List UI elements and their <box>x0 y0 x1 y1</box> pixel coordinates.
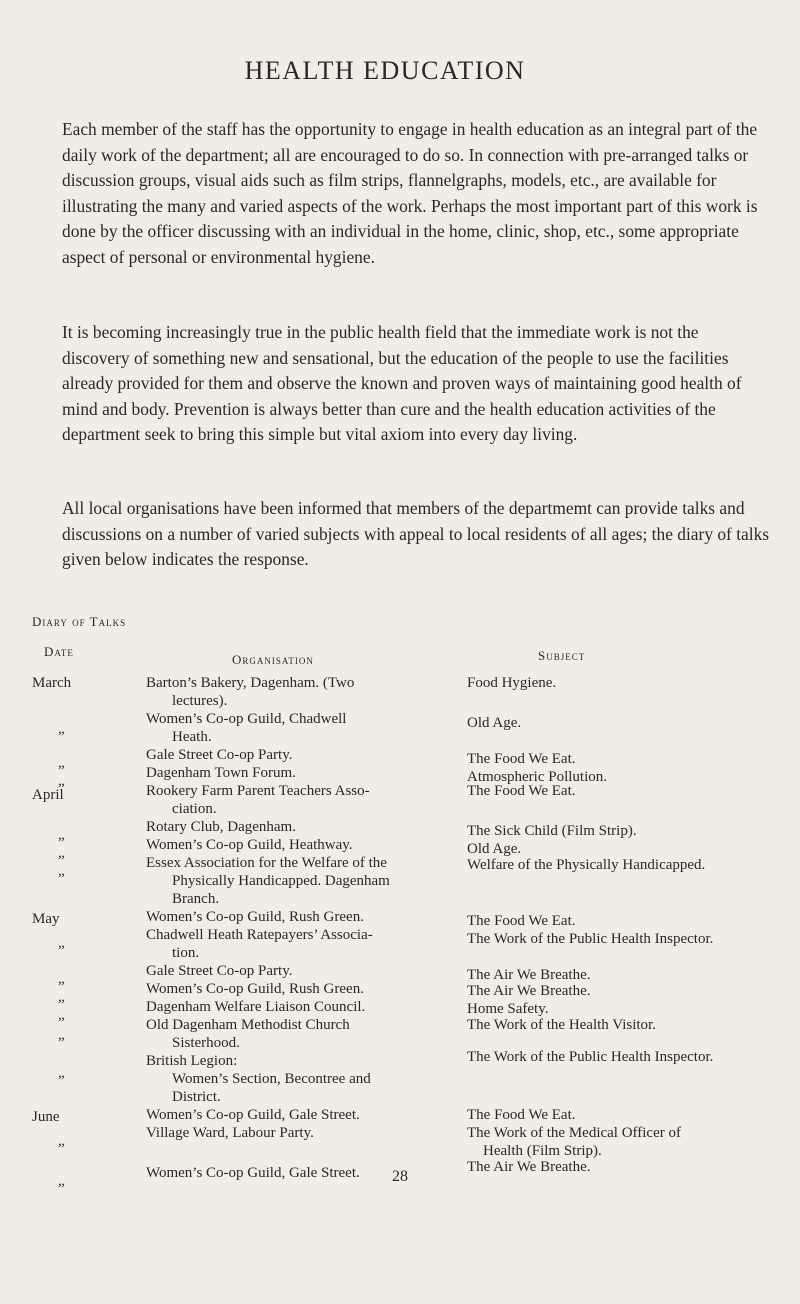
column-header-date: Date <box>44 644 74 659</box>
diary-date: April <box>32 787 64 803</box>
diary-organisation: Essex Association for the Welfare of the Physically Handicapped. Dagenham Branch. <box>146 855 390 907</box>
diary-organisation: Gale Street Co-op Party. <box>146 963 293 979</box>
column-header-subject: Subject <box>538 648 586 663</box>
diary-date: „ <box>58 989 65 1005</box>
diary-organisation: Women’s Co-op Guild, Chadwell Heath. <box>146 711 347 745</box>
diary-subject: The Air We Breathe. <box>467 983 591 999</box>
diary-date: „ <box>58 863 65 879</box>
diary-subject: The Food We Eat. <box>467 751 576 767</box>
diary-date: March <box>32 675 72 691</box>
diary-date: May <box>32 911 60 927</box>
diary-subject: Food Hygiene. <box>467 675 557 691</box>
diary-organisation: Women’s Co-op Guild, Gale Street. <box>146 1107 360 1123</box>
diary-subject: The Work of the Medical Officer of Health (Film Strip). <box>467 1125 681 1159</box>
diary-organisation: Gale Street Co-op Party. <box>146 747 293 763</box>
diary-date: „ <box>58 773 65 789</box>
diary-subject: The Work of the Health Visitor. <box>467 1017 656 1033</box>
diary-subject: The Air We Breathe. <box>467 967 591 983</box>
diary-date: „ <box>58 1065 65 1081</box>
diary-organisation: Rookery Farm Parent Teachers Asso- ciation. <box>146 783 370 817</box>
diary-subject: The Food We Eat. <box>467 913 576 929</box>
diary-subject: Old Age. <box>467 715 522 731</box>
diary-subject: Home Safety. <box>467 1001 549 1017</box>
diary-subject: The Work of the Public Health Inspector. <box>467 931 714 947</box>
diary-date: June <box>32 1109 60 1125</box>
diary-organisation: Women’s Co-op Guild, Rush Green. <box>146 981 364 997</box>
diary-subject: The Sick Child (Film Strip). <box>467 823 637 839</box>
diary-subject: Atmospheric Pollution. <box>467 769 607 785</box>
diary-date: „ <box>58 935 65 951</box>
diary-subject: The Work of the Public Health Inspector. <box>467 1049 714 1065</box>
diary-organisation: Women’s Co-op Guild, Gale Street. <box>146 1165 360 1181</box>
diary-organisation: British Legion: Women’s Section, Becontree and District. <box>146 1053 371 1105</box>
diary-subject: Welfare of the Physically Handicapped. <box>467 857 706 873</box>
diary-subject: The Food We Eat. <box>467 1107 576 1123</box>
diary-date: „ <box>58 1027 65 1043</box>
diary-date: „ <box>58 971 65 987</box>
paragraph-public-health: It is becoming increasingly true in the public health field that the immediate work is not the discovery of something new and sensational, but the education of the people to use the facilities already provided for them and observe the known and proven ways of maintaining good health of mind and body. Prevention is always better than cure and the health education activities of the department seek to bring this simple but vital axiom into every day living. <box>62 322 742 444</box>
page-number: 28 <box>392 1168 408 1185</box>
page-title: HEALTH EDUCATION <box>244 56 526 85</box>
diary-date: „ <box>58 1133 65 1149</box>
diary-subject: The Air We Breathe. <box>467 1159 591 1175</box>
diary-date: „ <box>58 721 65 737</box>
diary-organisation: Barton’s Bakery, Dagenham. (Two lectures). <box>146 675 355 709</box>
column-header-organisation: Organisation <box>232 652 314 667</box>
diary-date: „ <box>58 1173 65 1189</box>
diary-date: „ <box>58 1007 65 1023</box>
diary-subject: The Food We Eat. <box>467 783 576 799</box>
diary-organisation: Dagenham Town Forum. <box>146 765 296 781</box>
diary-heading: Diary of Talks <box>32 614 127 629</box>
diary-organisation: Women’s Co-op Guild, Heathway. <box>146 837 353 853</box>
diary-organisation: Village Ward, Labour Party. <box>146 1125 314 1141</box>
diary-date: „ <box>58 755 65 771</box>
diary-date: „ <box>58 827 65 843</box>
diary-date: „ <box>58 845 65 861</box>
diary-organisation: Women’s Co-op Guild, Rush Green. <box>146 909 364 925</box>
paragraph-local-organisations: All local organisations have been informed that members of the departmemt can provide talks and discussions on a number of varied subjects with appeal to local residents of all ages; the diary of talks given below indicates the response. <box>62 498 770 569</box>
diary-organisation: Old Dagenham Methodist Church Sisterhood. <box>146 1017 350 1051</box>
paragraph-staff: Each member of the staff has the opportunity to engage in health education as an integral part of the daily work of the department; all are encouraged to do so. In connection with pre-arranged talks or discussion groups, visual aids such as film strips, flannelgraphs, models, etc., are available for illustrating the many and varied aspects of the work. Perhaps the most important part of this work is done by the officer discussing with an individual in the home, clinic, shop, etc., some appropriate aspect of personal or environmental hygiene. <box>62 119 758 267</box>
diary-subject: Old Age. <box>467 841 522 857</box>
diary-organisation: Chadwell Heath Ratepayers’ Associa- tion. <box>146 927 373 961</box>
diary-organisation: Rotary Club, Dagenham. <box>146 819 296 835</box>
diary-organisation: Dagenham Welfare Liaison Council. <box>146 999 366 1015</box>
